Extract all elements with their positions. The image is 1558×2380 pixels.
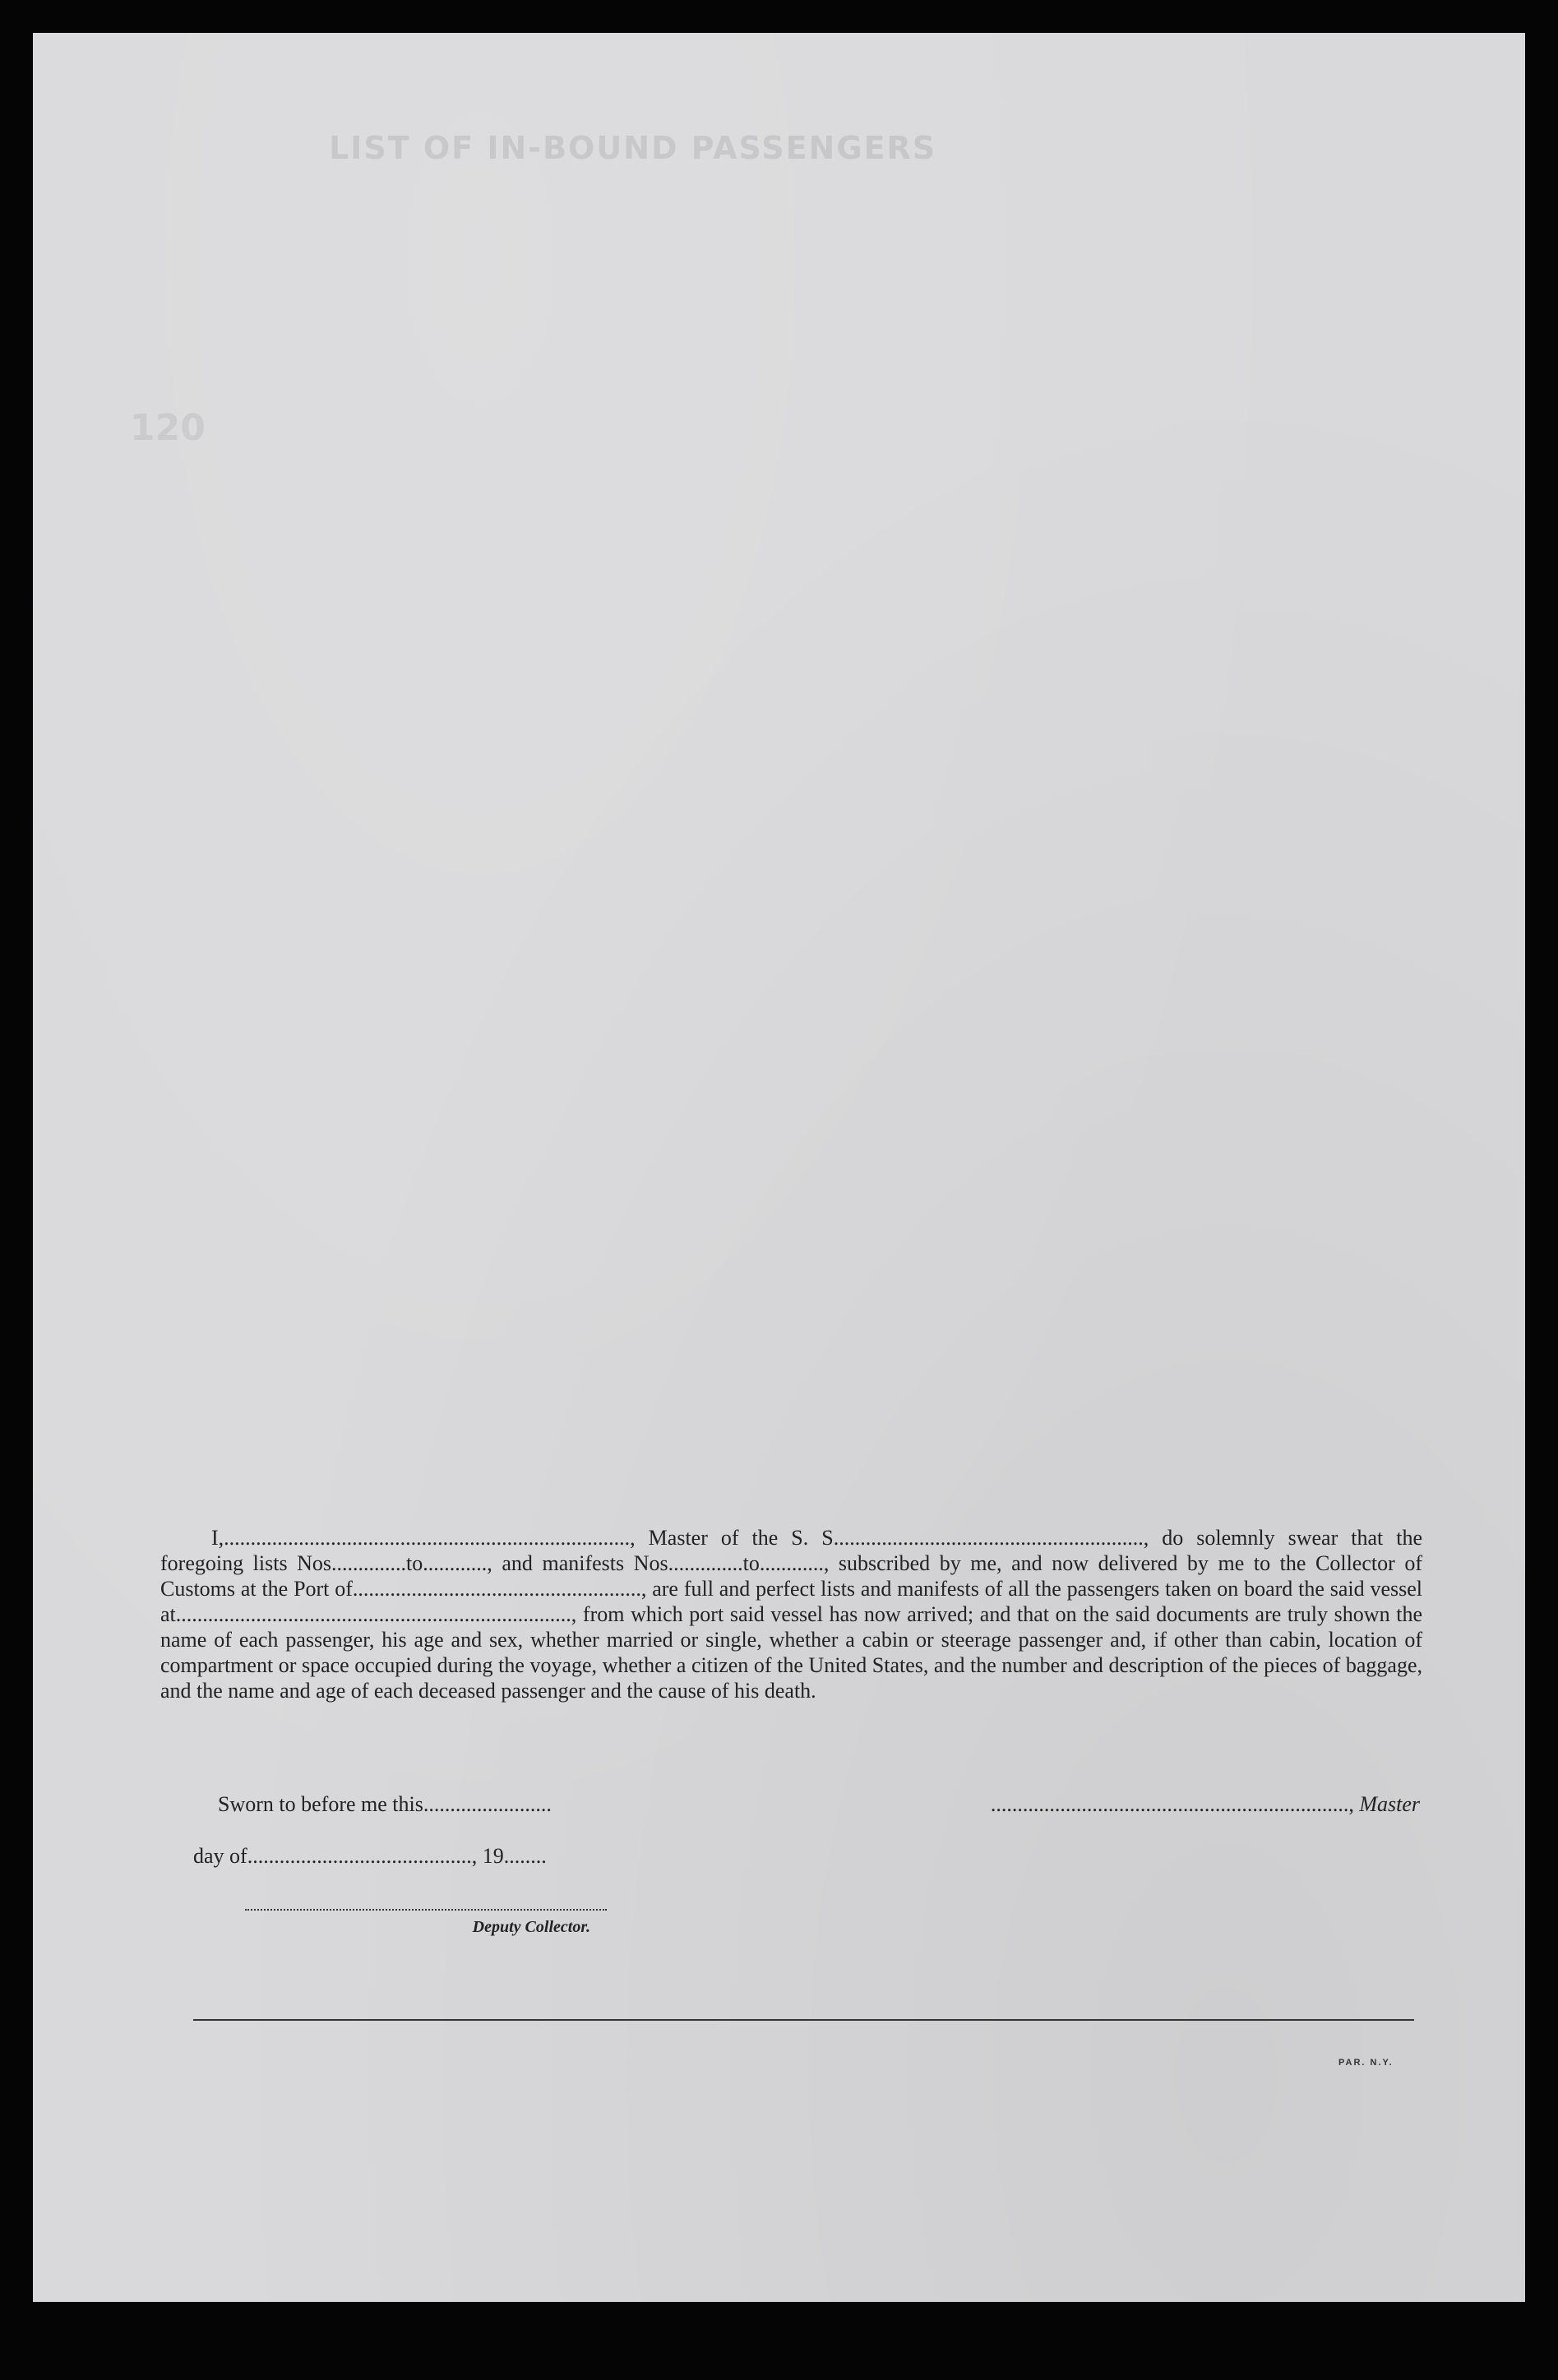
document-page <box>33 33 1525 2302</box>
master-signature-dots: ..................................................................., <box>990 1792 1354 1816</box>
oath-paragraph: I,............................................................................, Master of the S. S.........................................................., do solemnly swear that the foregoing lists Nos..............to............, and manifests Nos..............to............, subscribed by me, and now delivered by me to the Collector of Customs at the Port of......................................................, are full and perfect lists and manifests of all the passengers taken on board the said vessel at.........................................................................., from which port said vessel has now arrived; and that on the said documents are truly shown the name of each passenger, his age and sex, whether married or single, whether a cabin or steerage passenger and, if other than cabin, location of compartment or space occupied during the voyage, whether a citizen of the United States, and the number and description of the pieces of baggage, and the name and age of each deceased passenger and the cause of his death. <box>160 1526 1422 1703</box>
master-signature-line <box>917 1792 1420 1817</box>
day-of-line: day of.........................................., 19........ <box>193 1844 547 1868</box>
printer-mark: PAR. N.Y. <box>1338 2058 1394 2068</box>
master-label: Master <box>1359 1792 1420 1816</box>
deputy-collector-label: Deputy Collector. <box>472 1918 590 1936</box>
bleed-through-title: LIST OF IN-BOUND PASSENGERS <box>329 130 937 166</box>
sworn-line: Sworn to before me this........................ <box>218 1792 552 1816</box>
bleed-through-number: 120 <box>130 407 206 449</box>
footer-rule <box>193 2019 1414 2021</box>
deputy-signature-line <box>245 1909 607 1911</box>
